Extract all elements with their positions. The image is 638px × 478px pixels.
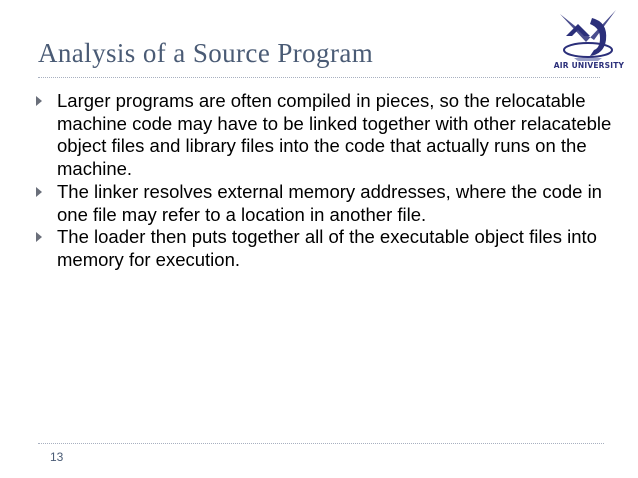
bullet-item <box>34 181 614 226</box>
slide-title: Analysis of a Source Program <box>38 38 374 68</box>
triangle-bullet-icon <box>36 232 42 242</box>
bullet-text: The linker resolves external memory addresses, where the code in one file may refer to a location in another file. <box>57 180 602 225</box>
triangle-bullet-icon <box>36 96 42 106</box>
triangle-bullet-icon <box>36 187 42 197</box>
page-number: 13 <box>50 450 64 464</box>
footer-divider <box>38 443 604 444</box>
bullet-text: Larger programs are often compiled in pieces, so the relocatable machine code may have to be linked together with other relacateble object files and library files into the code that actually runs on the machine. <box>57 90 612 180</box>
bullet-text: The loader then puts together all of the executable object files into memory for execution. <box>57 226 597 270</box>
logo-text: AIR UNIVERSITY <box>553 61 625 70</box>
bullet-item <box>34 90 614 181</box>
bullet-list <box>34 90 614 272</box>
bullet-item <box>34 226 614 271</box>
title-divider <box>38 77 600 78</box>
